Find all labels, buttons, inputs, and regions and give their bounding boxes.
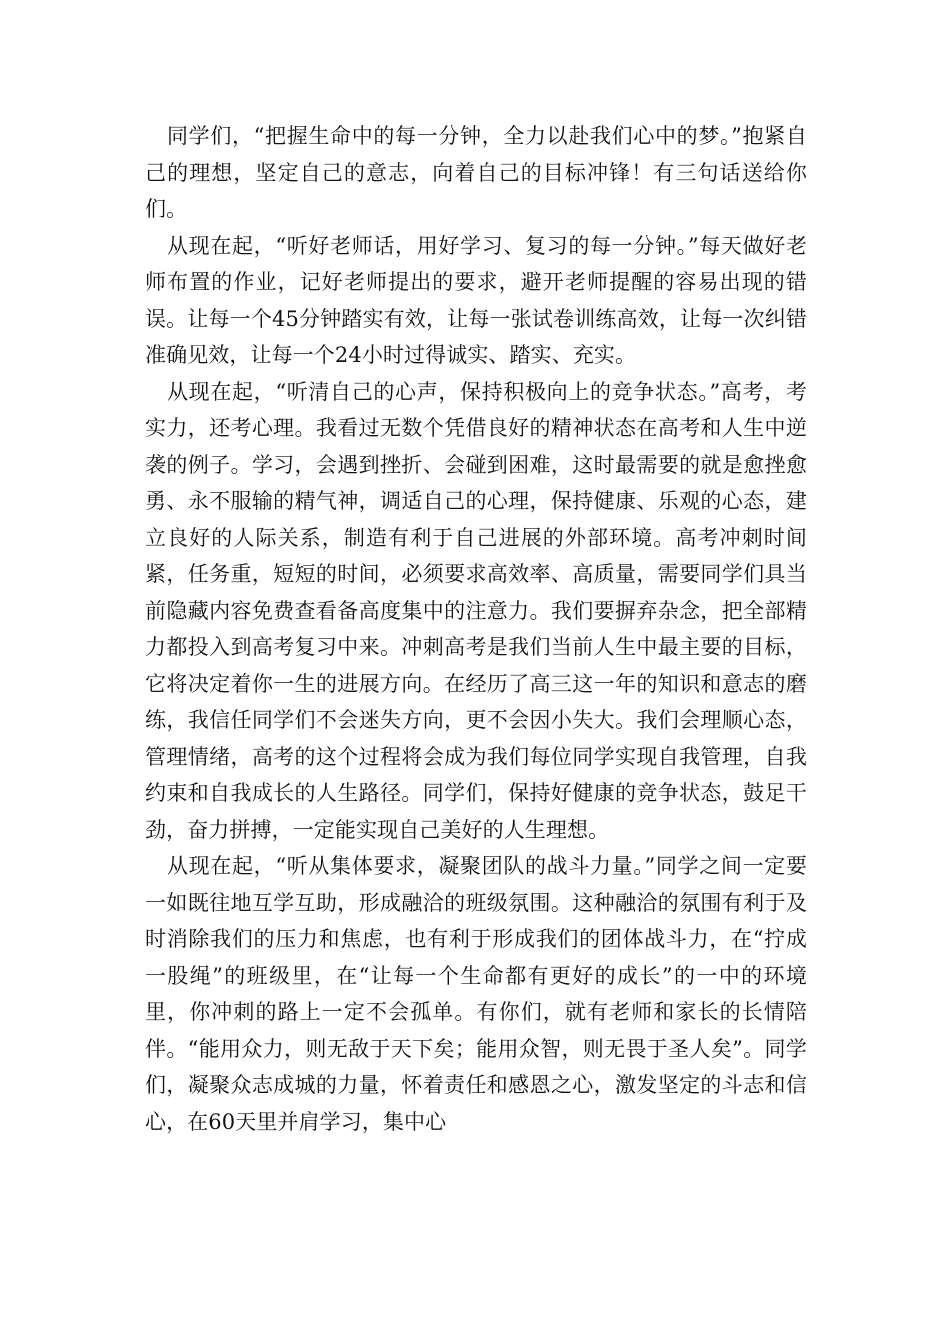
paragraph-listen-self: 从现在起，“听清自己的心声，保持积极向上的竞争状态。”高考，考实力，还考心理。我看过无数个凭借良好的精神状态在高考和人生中逆袭的例子。学习，会遇到挫折、会碰到困难，这时最需要的就是愈挫愈勇、永不服输的精气神，调适自己的心理，保持健康、乐观的心态，建立良好的人际关系，制造有利于自己进展的外部环境。高考冲刺时间紧，任务重，短短的时间，必须要求高效率、高质量，需要同学们具当前隐藏内容免费查看备高度集中的注意力。我们要摒弃杂念，把全部精力都投入到高考复习中来。冲刺高考是我们当前人生中最主要的目标，它将决定着你一生的进展方向。在经历了高三这一年的知识和意志的磨练，我信任同学们不会迷失方向，更不会因小失大。我们会理顺心态，管理情绪，高考的这个过程将会成为我们每位同学实现自我管理，自我约束和自我成长的人生路径。同学们，保持好健康的竞争状态，鼓足干劲，奋力拼搏，一定能实现自己美好的人生理想。 <box>145 379 807 842</box>
paragraph-listen-teacher: 从现在起，“听好老师话，用好学习、复习的每一分钟。”每天做好老师布置的作业，记好老师提出的要求，避开老师提醒的容易出现的错误。让每一个45分钟踏实有效，让每一张试卷训练高效，让每一次纠错准确见效，让每一个24小时过得诚实、踏实、充实。 <box>145 233 807 367</box>
document-body <box>145 118 807 1140</box>
paragraph-listen-group: 从现在起，“听从集体要求，凝聚团队的战斗力量。”同学之间一定要一如既往地互学互助，形成融洽的班级氛围。这种融洽的氛围有利于及时消除我们的压力和焦虑，也有利于形成我们的团体战斗力，在“拧成一股绳”的班级里，在“让每一个生命都有更好的成长”的一中的环境里，你冲刺的路上一定不会孤单。有你们，就有老师和家长的长情陪伴。“能用众力，则无敌于天下矣；能用众智，则无畏于圣人矣”。同学们，凝聚众志成城的力量，怀着责任和感恩之心，激发坚定的斗志和信心，在60天里并肩学习，集中心 <box>145 854 807 1134</box>
paragraph-intro: 同学们，“把握生命中的每一分钟，全力以赴我们心中的梦。”抱紧自己的理想，坚定自己的意志，向着自己的目标冲锋！有三句话送给你们。 <box>145 124 807 221</box>
